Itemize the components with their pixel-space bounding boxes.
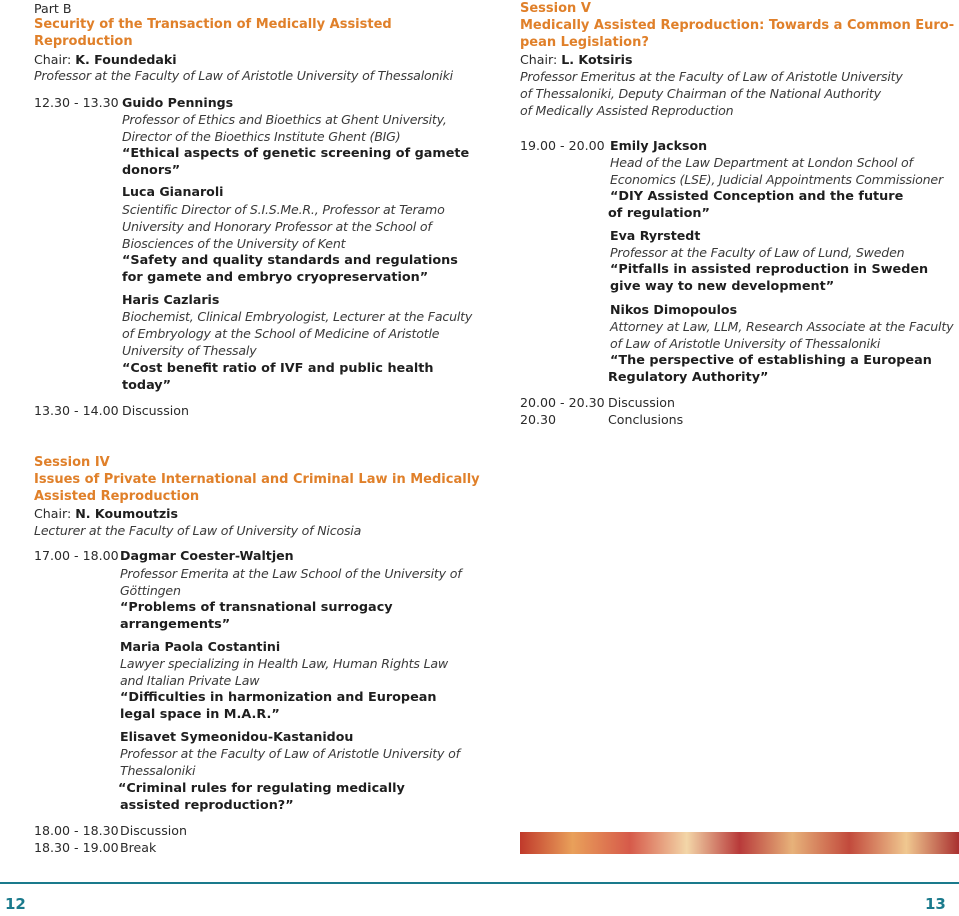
session-title-line1: Issues of Private International and Criminal Law in Medically	[34, 472, 480, 487]
talk-title: “Pitfalls in assisted reproduction in Sweden	[610, 262, 929, 277]
talk-title: “Safety and quality standards and regulations	[122, 253, 458, 268]
slot-time: 17.00 - 18.00	[34, 548, 119, 563]
speaker-name: Haris Cazlaris	[122, 292, 220, 307]
chair-name: K. Foundedaki	[75, 52, 177, 67]
page-number-left: 12	[5, 895, 26, 913]
speaker-name: Maria Paola Costantini	[120, 639, 281, 654]
part-title-line1: Security of the Transaction of Medically Assisted	[34, 17, 392, 32]
speaker-affiliation: University of Thessaly	[122, 343, 257, 358]
talk-title: “Ethical aspects of genetic screening of gamete	[122, 146, 470, 161]
slot-label: Discussion	[120, 823, 187, 838]
part-title-line2: Reproduction	[34, 34, 133, 49]
speaker-affiliation: Professor of Ethics and Bioethics at Ghent University,	[122, 112, 447, 127]
speaker-affiliation: Professor Emerita at the Law School of the University of	[120, 566, 462, 581]
decorative-artwork-strip	[520, 832, 959, 854]
speaker-name: Luca Gianaroli	[122, 184, 224, 199]
slot-time: 20.30	[520, 412, 557, 427]
part-label: Part B	[34, 1, 72, 16]
slot-time: 12.30 - 13.30	[34, 95, 119, 110]
speaker-affiliation: Head of the Law Department at London School of	[610, 155, 913, 170]
chair-line	[34, 51, 177, 68]
chair-name: L. Kotsiris	[561, 52, 633, 67]
speaker-affiliation: University and Honorary Professor at the School of	[122, 219, 432, 234]
speaker-affiliation: and Italian Private Law	[120, 673, 260, 688]
slot-time: 18.30 - 19.00	[34, 840, 119, 855]
speaker-affiliation: Professor at the Faculty of Law of Lund, Sweden	[610, 245, 905, 260]
session-title-line2: Assisted Reproduction	[34, 489, 200, 504]
chair-prefix: Chair:	[520, 52, 558, 67]
speaker-affiliation: Biochemist, Clinical Embryologist, Lecturer at the Faculty	[122, 309, 473, 324]
talk-title: of regulation”	[608, 206, 710, 221]
speaker-affiliation: Scientific Director of S.I.S.Me.R., Professor at Teramo	[122, 202, 445, 217]
speaker-name: Elisavet Symeonidou-Kastanidou	[120, 729, 354, 744]
speaker-name: Eva Ryrstedt	[610, 228, 701, 243]
talk-title: “DIY Assisted Conception and the future	[610, 189, 904, 204]
chair-line	[520, 51, 632, 68]
slot-time: 20.00 - 20.30	[520, 395, 605, 410]
speaker-affiliation: Thessaloniki	[120, 763, 196, 778]
chair-affiliation: Lecturer at the Faculty of Law of University of Nicosia	[34, 523, 362, 538]
speaker-affiliation: Lawyer specializing in Health Law, Human Rights Law	[120, 656, 449, 671]
slot-label: Break	[120, 840, 157, 855]
speaker-name: Nikos Dimopoulos	[610, 302, 738, 317]
page-number-right: 13	[925, 895, 946, 913]
speaker-affiliation: Göttingen	[120, 583, 181, 598]
talk-title: “The perspective of establishing a European	[610, 353, 932, 368]
talk-title: give way to new development”	[610, 279, 835, 294]
talk-title: assisted reproduction?”	[120, 798, 294, 813]
slot-time: 13.30 - 14.00	[34, 403, 119, 418]
talk-title: Regulatory Authority”	[608, 370, 769, 385]
chair-affiliation: of Thessaloniki, Deputy Chairman of the National Authority	[520, 86, 881, 101]
chair-line	[34, 505, 178, 522]
session-label: Session IV	[34, 455, 110, 470]
footer-divider	[0, 882, 959, 884]
speaker-affiliation: of Embryology at the School of Medicine of Aristotle	[122, 326, 440, 341]
talk-title: donors”	[122, 163, 181, 178]
speaker-affiliation: Attorney at Law, LLM, Research Associate at the Faculty	[610, 319, 954, 334]
speaker-affiliation: Biosciences of the University of Kent	[122, 236, 346, 251]
session-title-line1: Medically Assisted Reproduction: Towards a Common Euro-	[520, 18, 955, 33]
chair-affiliation: of Medically Assisted Reproduction	[520, 103, 734, 118]
speaker-name: Emily Jackson	[610, 138, 708, 153]
chair-affiliation: Professor Emeritus at the Faculty of Law of Aristotle University	[520, 69, 903, 84]
slot-time: 18.00 - 18.30	[34, 823, 119, 838]
talk-title: “Criminal rules for regulating medically	[118, 781, 405, 796]
talk-title: arrangements”	[120, 617, 231, 632]
session-title-line2: pean Legislation?	[520, 35, 649, 50]
talk-title: “Problems of transnational surrogacy	[120, 600, 393, 615]
talk-title: “Difficulties in harmonization and European	[120, 690, 437, 705]
speaker-affiliation: Director of the Bioethics Institute Ghent (BIG)	[122, 129, 401, 144]
slot-label: Conclusions	[608, 412, 684, 427]
talk-title: legal space in M.A.R.”	[120, 707, 280, 722]
talk-title: for gamete and embryo cryopreservation”	[122, 270, 429, 285]
speaker-affiliation: Professor at the Faculty of Law of Aristotle University of	[120, 746, 460, 761]
chair-name: N. Koumoutzis	[75, 506, 178, 521]
slot-label: Discussion	[122, 403, 189, 418]
talk-title: “Cost benefit ratio of IVF and public health	[122, 361, 434, 376]
speaker-name: Guido Pennings	[122, 95, 234, 110]
chair-affiliation: Professor at the Faculty of Law of Aristotle University of Thessaloniki	[34, 68, 453, 83]
chair-prefix: Chair:	[34, 506, 72, 521]
talk-title: today”	[122, 378, 172, 393]
speaker-affiliation: Economics (LSE), Judicial Appointments Commissioner	[610, 172, 943, 187]
slot-label: Discussion	[608, 395, 675, 410]
session-label: Session V	[520, 1, 591, 16]
speaker-affiliation: of Law of Aristotle University of Thessaloniki	[610, 336, 881, 351]
speaker-name: Dagmar Coester-Waltjen	[120, 548, 294, 563]
chair-prefix: Chair:	[34, 52, 72, 67]
slot-time: 19.00 - 20.00	[520, 138, 605, 153]
